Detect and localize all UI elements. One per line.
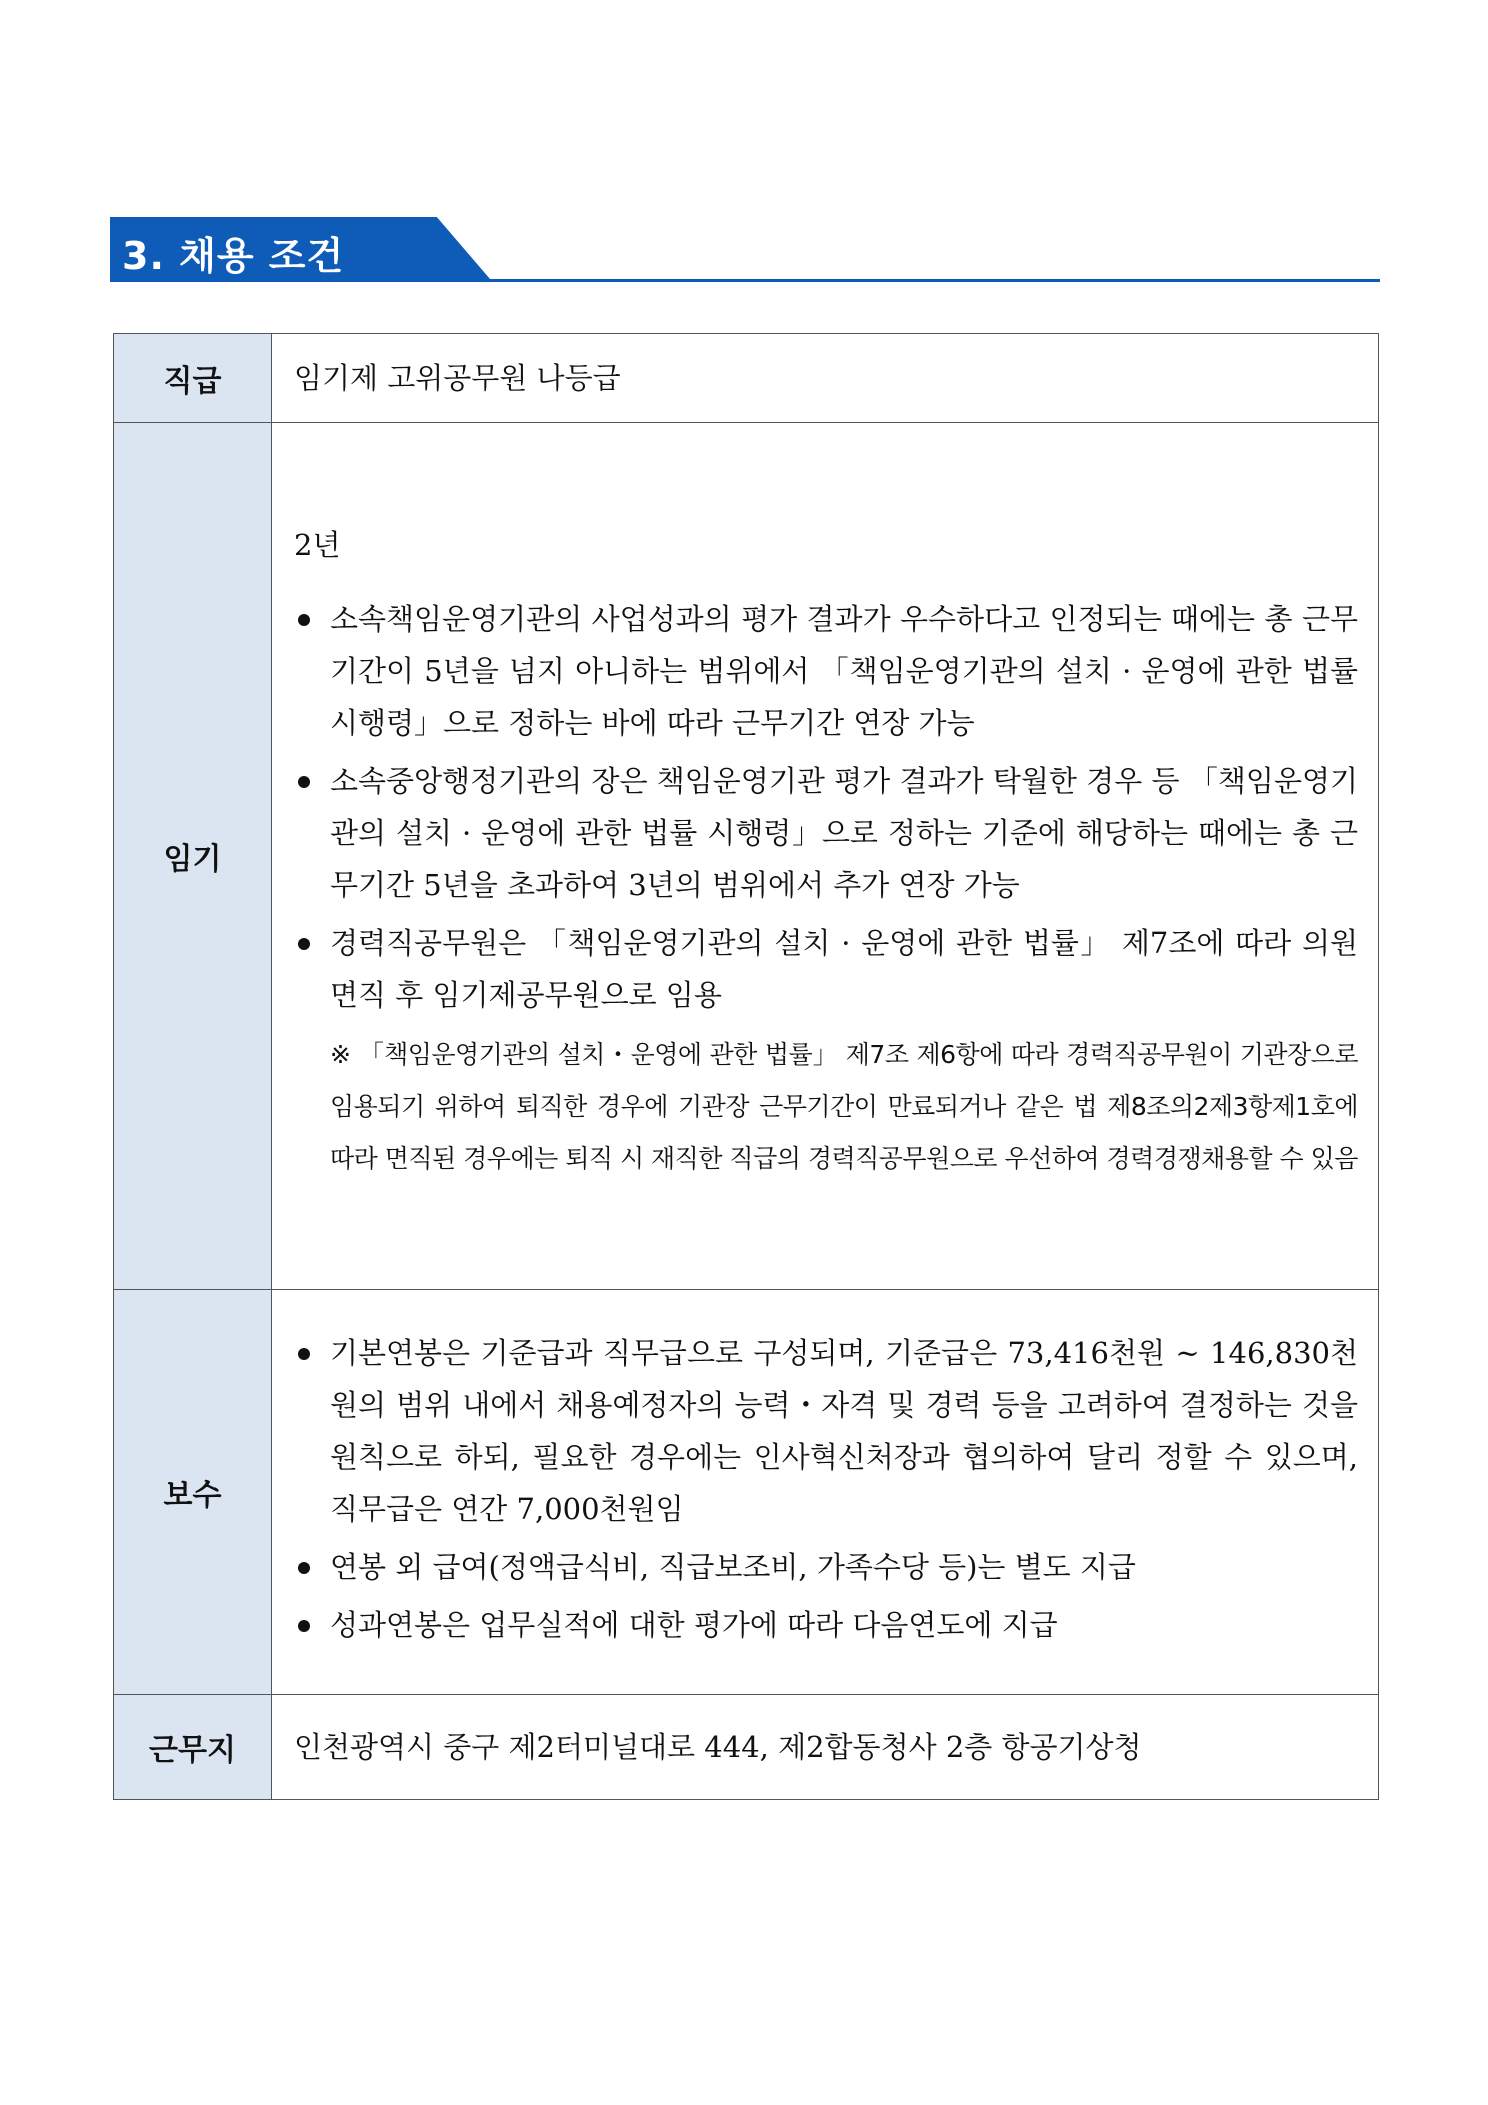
list-item	[294, 1541, 1358, 1593]
pay-bullet-list	[294, 1327, 1358, 1651]
section-header-rule	[110, 279, 1380, 282]
term-label: 임기	[114, 423, 272, 1290]
location-label: 근무지	[114, 1695, 272, 1800]
list-item	[294, 593, 1358, 749]
bullet-icon	[298, 1562, 310, 1574]
term-cell	[272, 423, 1379, 1290]
employment-conditions-table	[113, 333, 1379, 1800]
pay-bullet-text: 성과연봉은 업무실적에 대한 평가에 따라 다음연도에 지급	[330, 1608, 1058, 1642]
section-title: 3. 채용 조건	[122, 234, 345, 278]
pay-cell	[272, 1290, 1379, 1695]
bullet-icon	[298, 614, 310, 626]
bullet-icon	[298, 1348, 310, 1360]
location-cell	[272, 1695, 1379, 1800]
term-bullet-text: 경력직공무원은 「책임운영기관의 설치 · 운영에 관한 법률」 제7조에 따라 의원면직 후 임기제공무원으로 임용	[330, 926, 1358, 1012]
pay-label: 보수	[114, 1290, 272, 1695]
pay-bullet-text: 기본연봉은 기준급과 직무급으로 구성되며, 기준급은 73,416천원 ~ 146,830천원의 범위 내에서 채용예정자의 능력・자격 및 경력 등을 고려하여 결정하는 것을 원칙으로 하되, 필요한 경우에는 인사혁신처장과 협의하여 달리 정할 수 있으며, 직무급은 연간 7,000천원임	[330, 1336, 1358, 1526]
list-item	[294, 755, 1358, 911]
grade-label: 직급	[114, 334, 272, 423]
table-row-term	[114, 423, 1379, 1290]
bullet-icon	[298, 776, 310, 788]
grade-cell	[272, 334, 1379, 423]
table-row-location	[114, 1695, 1379, 1800]
pay-bullet-text: 연봉 외 급여(정액급식비, 직급보조비, 가족수당 등)는 별도 지급	[330, 1550, 1136, 1584]
location-value: 인천광역시 중구 제2터미널대로 444, 제2합동청사 2층 항공기상청	[294, 1730, 1142, 1764]
list-item	[294, 1327, 1358, 1535]
list-item	[294, 1599, 1358, 1651]
term-years: 2년	[294, 528, 341, 562]
bullet-icon	[298, 1620, 310, 1632]
section-header	[110, 217, 1380, 283]
term-bullet-text: 소속책임운영기관의 사업성과의 평가 결과가 우수하다고 인정되는 때에는 총 근무기간이 5년을 넘지 아니하는 범위에서 「책임운영기관의 설치 · 운영에 관한 법률 시행령」으로 정하는 바에 따라 근무기간 연장 가능	[330, 602, 1358, 740]
grade-value: 임기제 고위공무원 나등급	[294, 361, 621, 395]
term-bullet-text: 소속중앙행정기관의 장은 책임운영기관 평가 결과가 탁월한 경우 등 「책임운영기관의 설치 · 운영에 관한 법률 시행령」으로 정하는 기준에 해당하는 때에는 총 근무기간 5년을 초과하여 3년의 범위에서 추가 연장 가능	[330, 764, 1358, 902]
list-item	[294, 917, 1358, 1021]
term-bullet-list	[294, 593, 1358, 1021]
table-row-pay	[114, 1290, 1379, 1695]
term-note: ※ 「책임운영기관의 설치・운영에 관한 법률」 제7조 제6항에 따라 경력직공무원이 기관장으로 임용되기 위하여 퇴직한 경우에 기관장 근무기간이 만료되거나 같은 법 제8조의2제3항제1호에 따라 면직된 경우에는 퇴직 시 재직한 직급의 경력직공무원으로 우선하여 경력경쟁채용할 수 있음	[330, 1040, 1358, 1173]
bullet-icon	[298, 938, 310, 950]
table-row-grade	[114, 334, 1379, 423]
